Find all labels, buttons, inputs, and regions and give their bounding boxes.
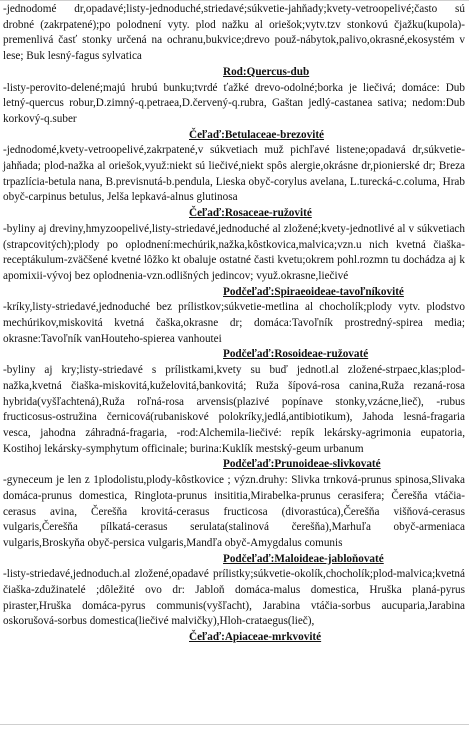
paragraph-spiraeoideae: -kríky,listy-striedavé,jednoduché bez prílistkov;súkvetie-metlina al chocholík;plody vytv. plodstvo mechúrikov,miskovitá kvetná čaška,okrasne dr; domáca:Tavoľník prostredný-spirea media; okrasne:Tavoľník vanHouteho-spierea vanhoutei bbox=[3, 301, 465, 345]
paragraph-rosaceae: -byliny aj dreviny,hmyzoopelivé,listy-striedavé,jednoduché al zložené;kvety-jednotlivé al v súkvetiach (strapcovitých);plody po oplodnení:mechúrik,nažka,kôstkovica,malvica;vzn.u nich kvetná čiaška-receptákulum-zväčšené kvetné lôžko kt obaluje ostatné časti kvetu;okrem pohl.rozmn tu dochádza aj k apomixii-vývoj bez oplodnenia-vzn.odlišných jedincov; využ.okrasne,liečivé bbox=[3, 222, 465, 282]
heading-rosoideae: Podčeľaď:Rosoideae-ružovaté bbox=[223, 348, 369, 361]
heading-rod-quercus: Rod:Quercus-dub bbox=[223, 65, 310, 78]
page-top-edge bbox=[0, 0, 469, 1]
paragraph-maloideae: -listy-striedavé,jednoduch.al zložené,opadavé prílistky;súkvetie-okolík,chocholík;plod-malvica;kvetná čiaška-zdužinatelé ;dôležité ovo dr: Jabloň domáca-malus domestica, Hruška planá-pyrus piraster,Hruška domáca-pyrus communis(vyšľacht), Jarabina vtáčia-sorbus aucuparia,Jarabina oskorušová-sorbus domestica(liečivé malvičky),Hloh-crataegus(lieč), bbox=[3, 568, 465, 628]
document-body bbox=[3, 2, 465, 646]
heading-spiraeoideae: Podčeľaď:Spiraeoideae-tavoľníkovité bbox=[223, 285, 404, 298]
paragraph-quercus: -listy-perovito-delené;majú hrubú bunku;tvrdé ťažké drevo-odolné;borka je liečivá; domáce: Dub letný-quercus robur,D.zimný-q.petraea,D.červený-q.rubra, Gaštan jedlý-castanea sativa; nedom:Dub korkový-q.suber bbox=[3, 81, 465, 125]
page-bottom-edge bbox=[0, 724, 469, 725]
paragraph-fagaceae: -jednodomé dr,opadavé;listy-jednoduché,striedavé;súkvetie-jahňady;kvety-vetroopelivé;často sú drobné (zakrpatené);po polodnení vyty. plod nažku al oriešok;vytv.tzv stonkovú čjažku(kupola)-premenlivá časť stonky určená na ochranu,bukvice;drevo použ-nábytok,palivo,okrasné,ekosystém v lese; Buk lesný-fagus sylvatica bbox=[3, 3, 465, 63]
heading-apiaceae: Čeľaď:Apiaceae-mrkvovité bbox=[189, 631, 322, 644]
heading-maloideae: Podčeľaď:Maloideae-jabloňovaté bbox=[223, 552, 384, 565]
paragraph-rosoideae: -byliny aj kry;listy-striedavé s prílistkami,kvety su buď jednotl.al zložené-strpaec,klas;plod-nažka,kvetná čiaška-miskovitá,kuželovitá,bankovitá; Ruža šípová-rosa canina,Ruža rezaná-rosa hybrida(vyšľachtená),Ruža roľná-rosa arvensis(plazivé popínave stonky,vzácne,lieč), -rubus fructicosus-ostružina černicová(rubaniskové polokríky,jedlá,antibiotikum), Jahoda lesná-fragaria vesca, jahodna záhradná-fragaria, -rod:Alchemila-liečivé: repík lekársky-agrimonia eupatoria, Kostihoj lekársky-symphytum officinale; burina:Kuklík mestský-geum urbanum bbox=[3, 364, 465, 455]
paragraph-betulaceae: -jednodomé,kvety-vetroopelivé,zakrpatené,v súkvetiach muž pichľavé listene;opadavá dr,súkvetie-jahňada; plod-nažka al oriešok,využ:niekt sú liečivé,niekt spôs alergie,okrásne dr,pionierské dr; Breza trpazlícia-betula nana, B.previsnutá-b.pendula, Lieska obyč-corylus avelana, L.turecká-c.columa, Hrab obyč-carpinus betulus, Jelša lepkavá-alnus glutinosa bbox=[3, 144, 465, 204]
heading-rosaceae: Čeľaď:Rosaceae-ružovité bbox=[189, 207, 312, 220]
paragraph-prunoideae: -gyneceum je len z 1plodolistu,plody-kôstkovice ; význ.druhy: Slivka trnková-prunus spinosa,Slivaka domáca-prunus domestica, Ringlota-prunus insititia,Mirabelka-prunus cerasifera; Čerešňa vtáčia-cerasus avina, Čerešňa krovitá-cerasus fructicosa (divorastúca),Čerešňa višňová-cerasus vulgaris,Čerešňa pílkatá-cerasus serulata(stalinová čerešňa),Marhuľa obyč-armeniaca vulgaris,Broskyňa obyč-persica vulgaris,Mandľa obyč-Amygdalus comunis bbox=[3, 474, 465, 549]
heading-betulaceae: Čeľaď:Betulaceae-brezovité bbox=[189, 128, 325, 141]
heading-prunoideae: Podčeľaď:Prunoideae-slivkovaté bbox=[223, 458, 381, 471]
